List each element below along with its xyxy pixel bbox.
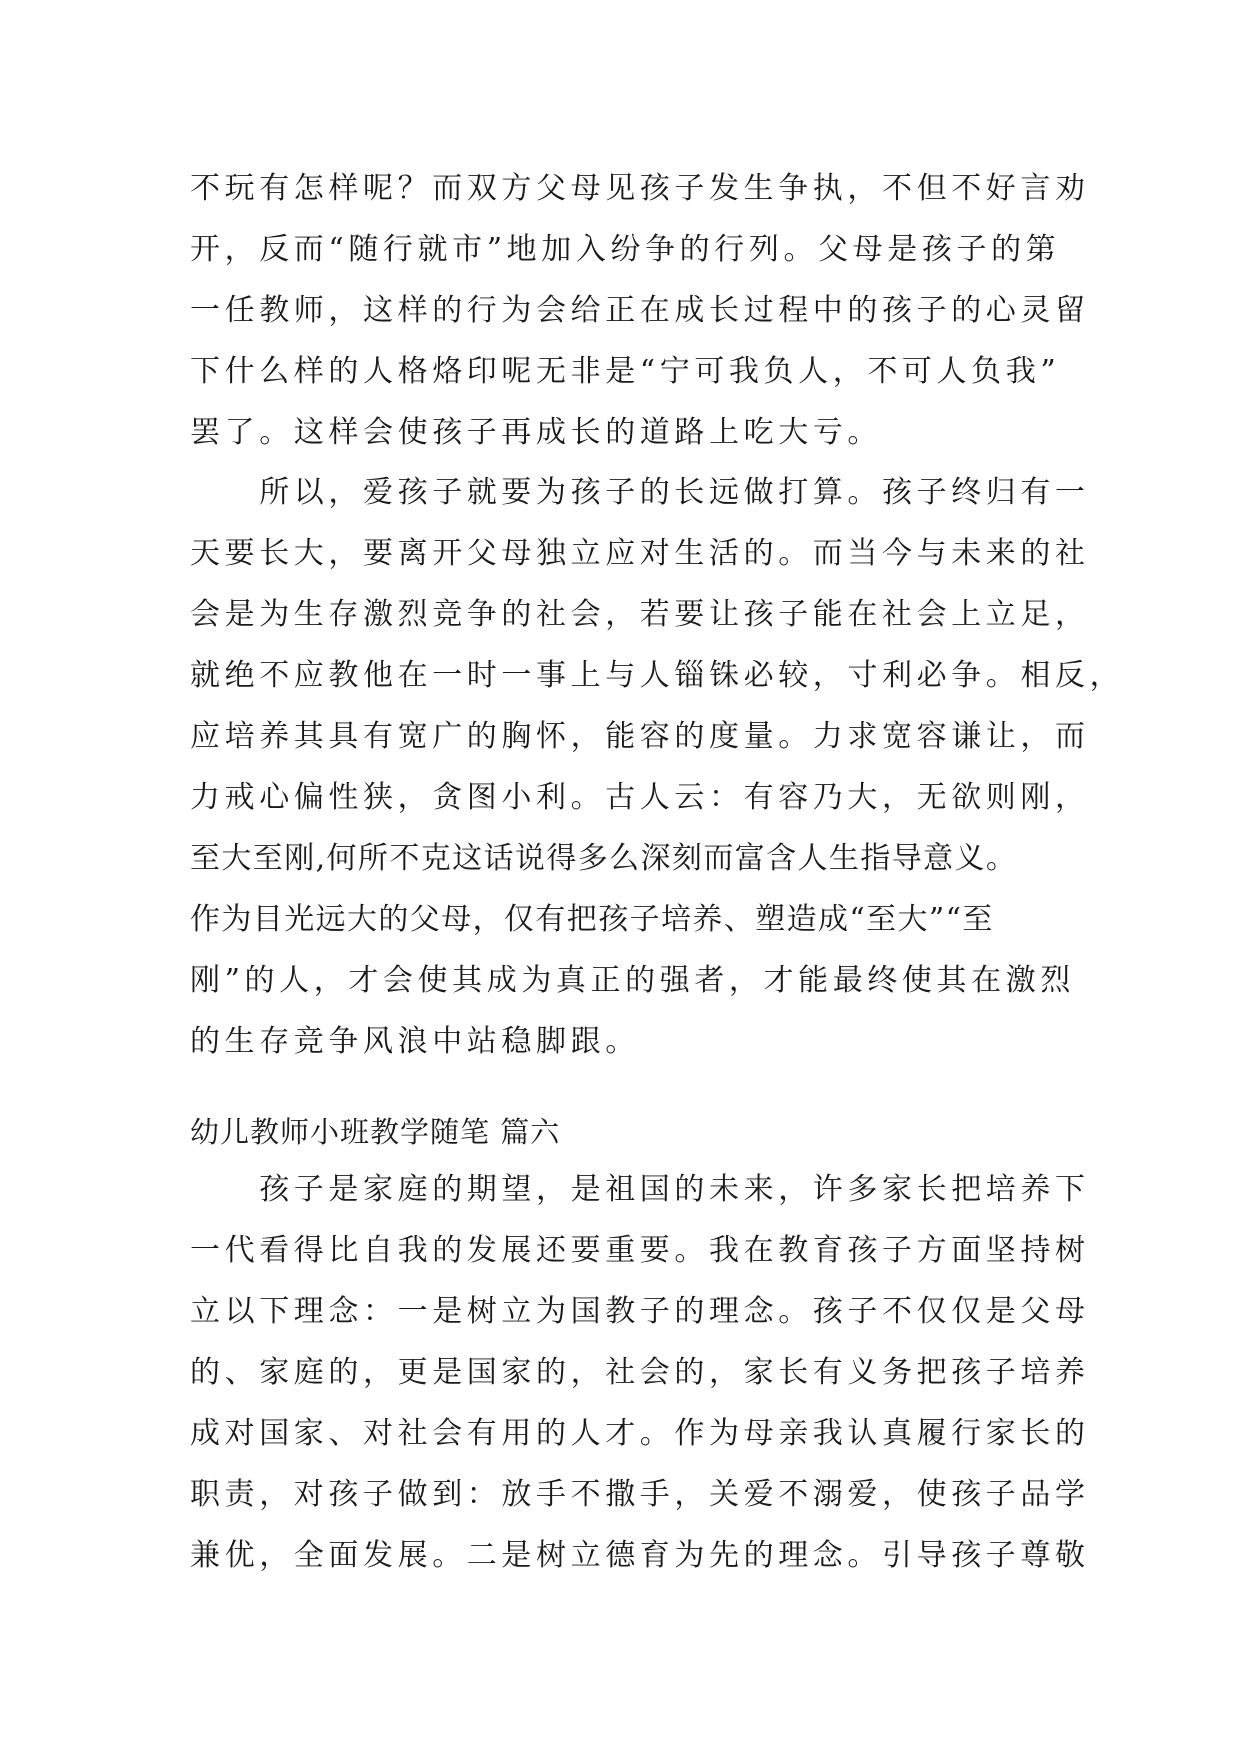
text-line: 应培养其具有宽广的胸怀，能容的度量。力求宽容谦让，而	[190, 719, 1090, 754]
text-line: 成对国家、对社会有用的人才。作为母亲我认真履行家长的	[190, 1416, 1090, 1451]
paragraph-continuation	[190, 158, 1090, 463]
text-line: 的、家庭的，更是国家的，社会的，家长有义务把孩子培养	[190, 1355, 1090, 1390]
text-line: 不玩有怎样呢？而双方父母见孩子发生争执，不但不好言劝	[190, 171, 1090, 206]
text-line: 就绝不应教他在一时一事上与人锱铢必较，寸利必争。相反，	[190, 658, 1125, 693]
text-line: 一代看得比自我的发展还要重要。我在教育孩子方面坚持树	[190, 1233, 1090, 1268]
text-line: 立以下理念：一是树立为国教子的理念。孩子不仅仅是父母	[190, 1294, 1090, 1329]
text-line: 至大至刚,何所不克这话说得多么深刻而富含人生指导意义。	[190, 841, 1018, 876]
text-line: 作为目光远大的父母，仅有把孩子培养、塑造成“至大”“至	[190, 902, 994, 937]
text-line: 兼优，全面发展。二是树立德育为先的理念。引导孩子尊敬	[190, 1538, 1090, 1573]
text-line: 的生存竞争风浪中站稳脚跟。	[190, 1024, 640, 1059]
text-line: 孩子是家庭的期望，是祖国的未来，许多家长把培养下	[190, 1172, 1090, 1207]
text-line: 所以，爱孩子就要为孩子的长远做打算。孩子终归有一	[190, 475, 1090, 510]
text-line: 一任教师，这样的行为会给正在成长过程中的孩子的心灵留	[190, 293, 1090, 328]
text-line: 刚”的人，才会使其成为真正的强者，才能最终使其在激烈	[190, 963, 1075, 998]
text-line: 会是为生存激烈竞争的社会，若要让孩子能在社会上立足，	[190, 597, 1090, 632]
paragraph-love-children	[190, 462, 1125, 1072]
text-line: 罢了。这样会使孩子再成长的道路上吃大亏。	[190, 415, 882, 450]
text-line: 职责，对孩子做到：放手不撒手，关爱不溺爱，使孩子品学	[190, 1477, 1090, 1512]
text-line: 天要长大，要离开父母独立应对生活的。而当今与未来的社	[190, 536, 1090, 571]
section-heading: 幼儿教师小班教学随笔 篇六	[190, 1115, 561, 1149]
text-line: 下什么样的人格烙印呢无非是“宁可我负人，不可人负我”	[190, 354, 1061, 389]
paragraph-section-six	[190, 1159, 1090, 1586]
text-line: 力戒心偏性狭，贪图小利。古人云：有容乃大，无欲则刚，	[190, 780, 1090, 815]
text-line: 开，反而“随行就市”地加入纷争的行列。父母是孩子的第	[190, 232, 1061, 267]
